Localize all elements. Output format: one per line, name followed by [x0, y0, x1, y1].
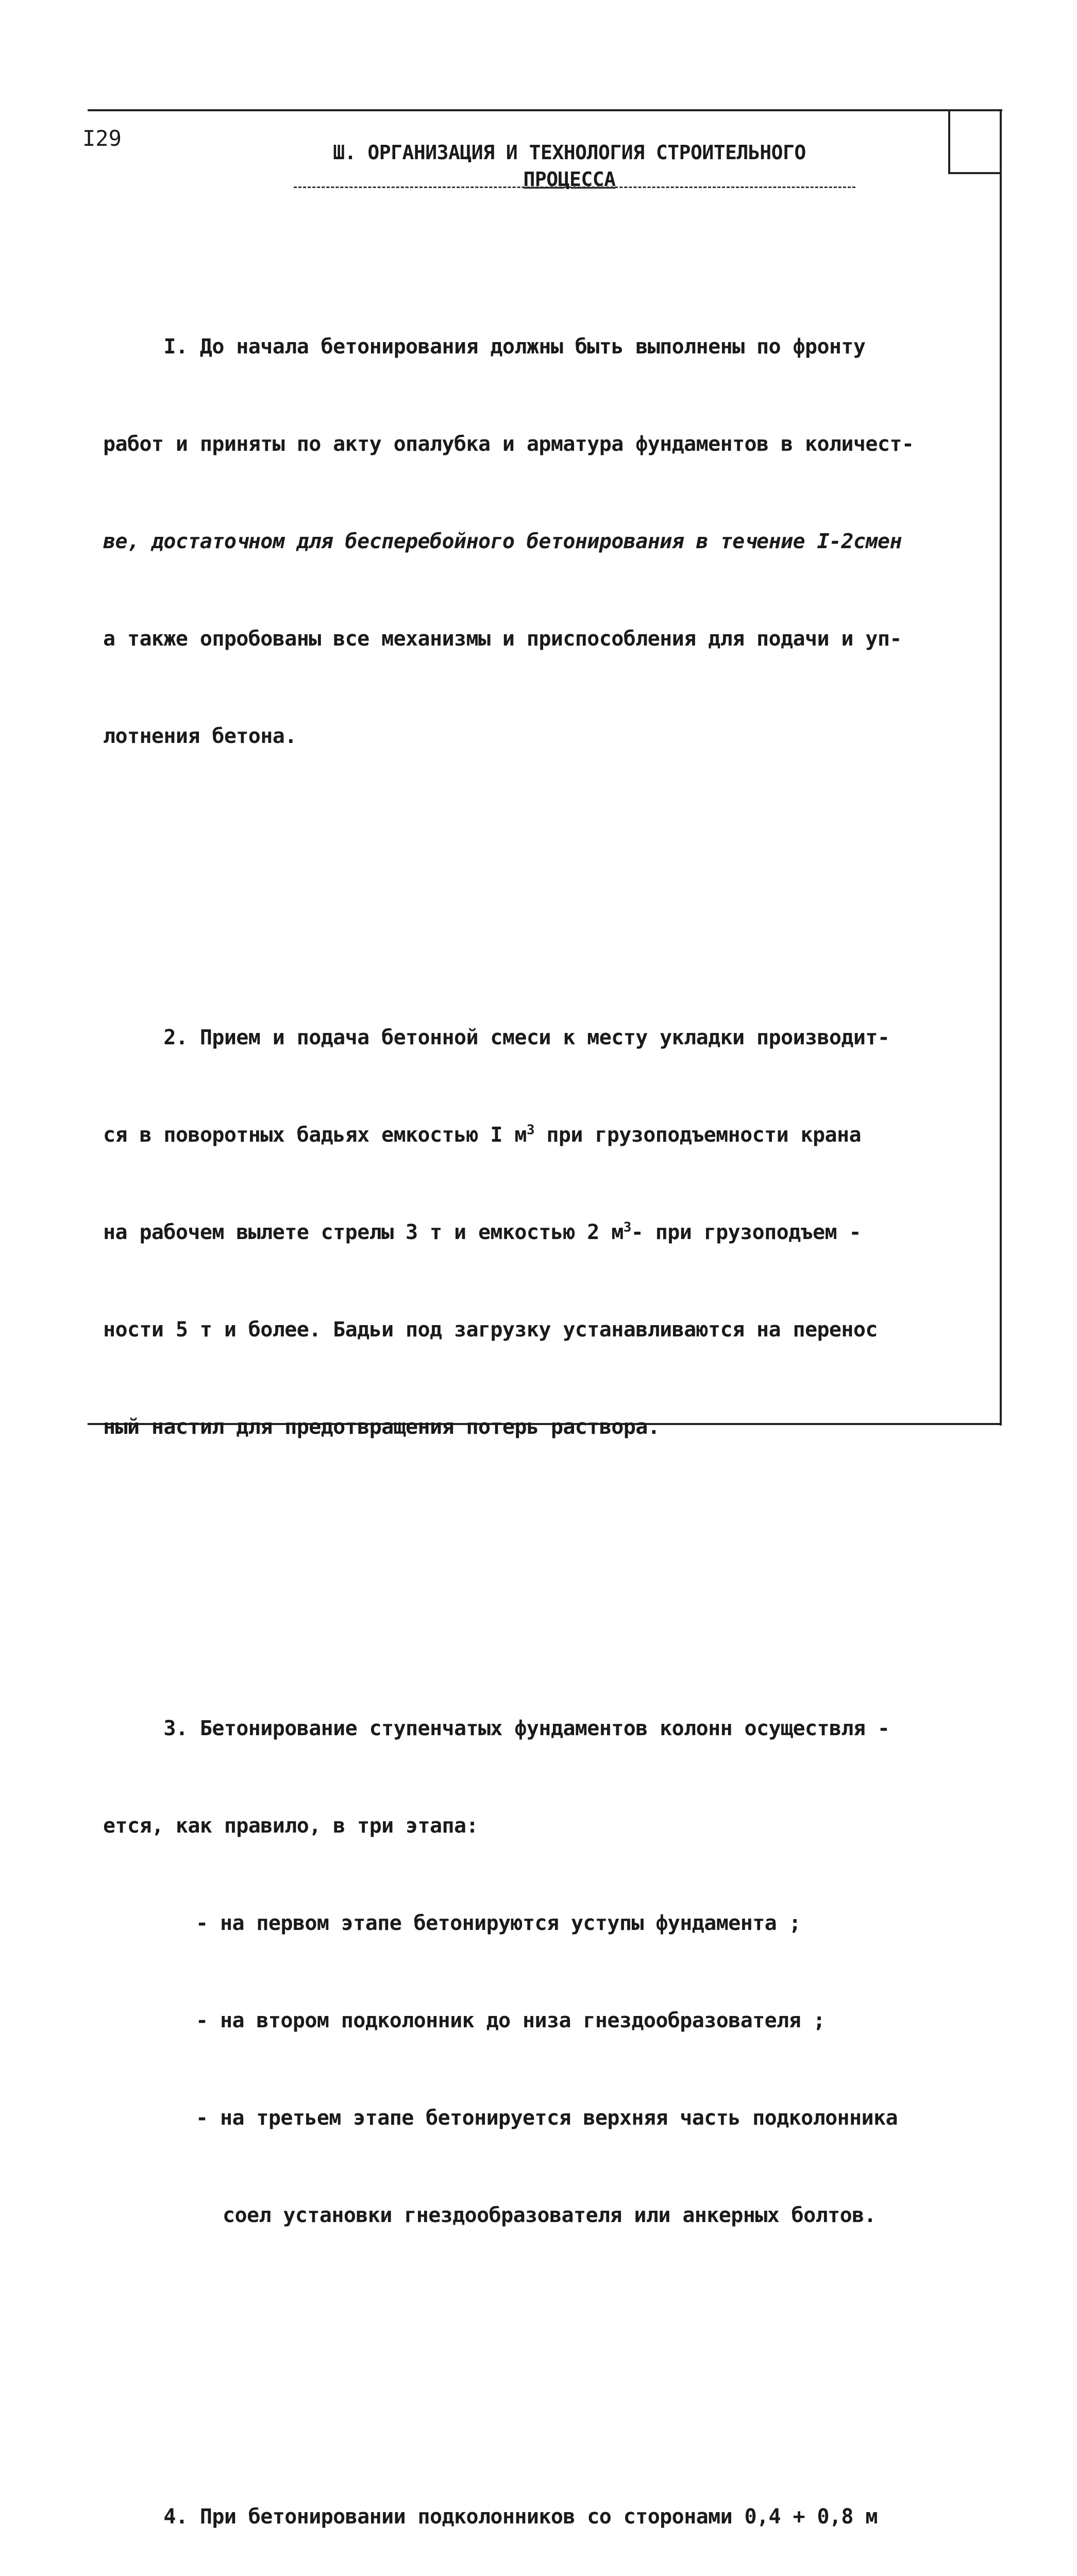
text-line: I. До начала бетонирования должны быть выполнены по фронту — [103, 335, 866, 359]
paragraph-4 — [103, 2436, 989, 2576]
text-line: 4. При бетонировании подколонников со сторонами 0,4 + 0,8 м — [103, 2505, 878, 2529]
heading-line-2: ПРОЦЕССА — [523, 168, 616, 191]
list-item: - на втором подколонник до низа гнездообразователя ; — [196, 2009, 826, 2032]
text-fragment: при грузоподъемности крана — [534, 1123, 861, 1147]
text-line: 2. Прием и подача бетонной смеси к месту укладки производит- — [103, 1026, 890, 1049]
section-heading — [268, 139, 871, 193]
frame-top-line — [88, 109, 1002, 111]
text-line: ве, достаточном для бесперебойного бетонирования в течение I-2смен — [103, 530, 902, 553]
superscript: 3 — [526, 1122, 534, 1138]
paragraph-3 — [103, 1648, 989, 2297]
text-line: ный настил для предотвращения потерь раствора. — [103, 1415, 660, 1439]
list-item-continuation: соел установки гнездообразователя или анкерных болтов. — [223, 2204, 877, 2227]
text-line — [103, 1119, 989, 1151]
frame-right-line — [1000, 109, 1002, 1426]
text-fragment: ся в поворотных бадьях емкостью I м — [103, 1123, 527, 1147]
text-fragment: - при грузоподъем - — [631, 1221, 861, 1244]
text-line: работ и приняты по акту опалубка и арматура фундаментов в количест- — [103, 432, 914, 456]
corner-stamp-box — [948, 111, 1002, 174]
superscript: 3 — [623, 1219, 631, 1235]
text-line: лотнения бетона. — [103, 724, 297, 748]
list-item: - на третьем этапе бетонируется верхняя часть подколонника — [196, 2106, 898, 2130]
text-fragment: на рабочем вылете стрелы 3 т и емкостью 2 м — [103, 1221, 624, 1244]
heading-underline — [294, 187, 855, 188]
page-number: I29 — [82, 126, 122, 151]
text-line — [103, 1216, 989, 1249]
text-line: ется, как правило, в три этапа: — [103, 1814, 478, 1838]
paragraph-1 — [103, 266, 989, 818]
text-line: ности 5 т и более. Бадьи под загрузку устанавливаются на перенос — [103, 1318, 878, 1342]
text-line: а также опробованы все механизмы и приспособления для подачи и уп- — [103, 627, 902, 651]
heading-line-1: Ш. ОРГАНИЗАЦИЯ И ТЕХНОЛОГИЯ СТРОИТЕЛЬНОГО — [333, 141, 806, 164]
paragraph-2 — [103, 957, 989, 1509]
document-body — [103, 201, 989, 2576]
text-line: 3. Бетонирование ступенчатых фундаментов колонн осуществля - — [103, 1717, 890, 1740]
list-item: - на первом этапе бетонируются уступы фундамента ; — [196, 1911, 801, 1935]
